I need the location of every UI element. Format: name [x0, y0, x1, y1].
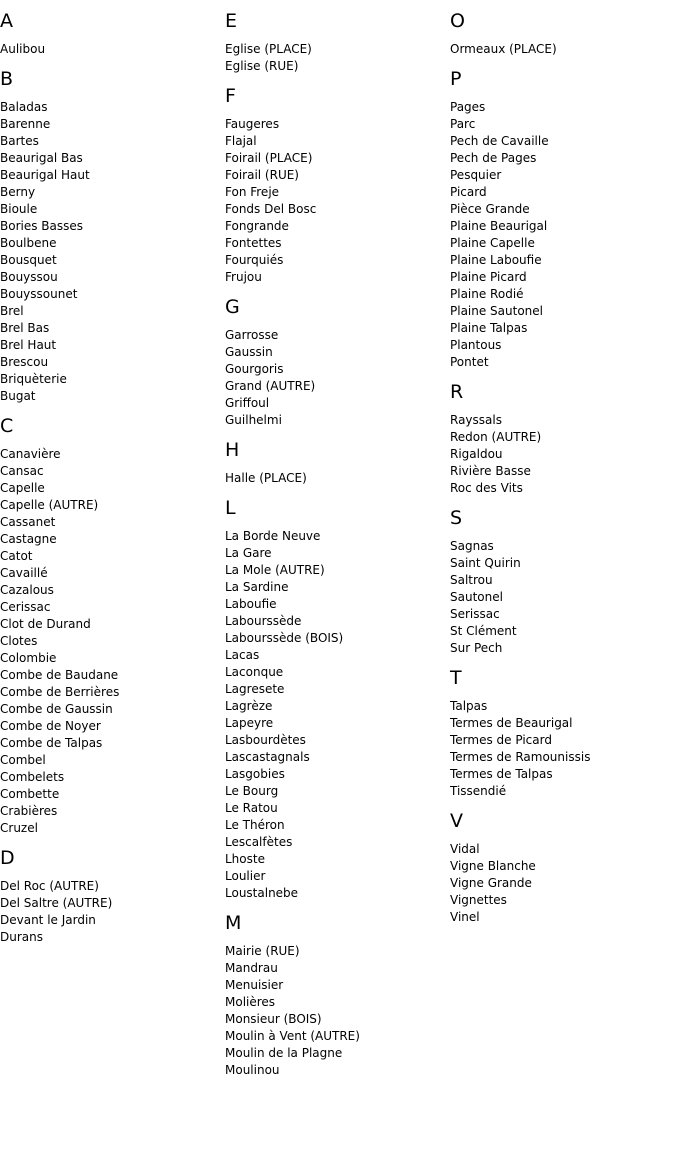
street-name: Rigaldou — [450, 447, 503, 461]
street-name: Pech de Pages — [450, 151, 537, 165]
street-name: Plaine Rodié — [450, 287, 524, 301]
street-name: Eglise (PLACE) — [225, 42, 312, 56]
street-list — [450, 412, 670, 497]
street-name: Lhoste — [225, 852, 265, 866]
street-name: Moulin de la Plagne — [225, 1046, 343, 1060]
street-name: Devant le Jardin — [0, 913, 96, 927]
street-name: Bouyssounet — [0, 287, 78, 301]
street-list — [0, 41, 220, 58]
street-name: Fonds Del Bosc — [225, 202, 317, 216]
street-name: Fon Freje — [225, 185, 280, 199]
street-name: Picard — [450, 185, 487, 199]
letter-heading: S — [450, 507, 463, 529]
street-name: Combe de Talpas — [0, 736, 103, 750]
street-name: Berny — [0, 185, 36, 199]
street-name: Barenne — [0, 117, 51, 131]
street-name: Combe de Noyer — [0, 719, 101, 733]
street-name: Catot — [0, 549, 33, 563]
street-name: Castagne — [0, 532, 57, 546]
street-name: La Mole (AUTRE) — [225, 563, 325, 577]
street-name: Fontettes — [225, 236, 282, 250]
street-name: Combette — [0, 787, 60, 801]
street-name: Lescalfètes — [225, 835, 293, 849]
street-name: Lasbourdètes — [225, 733, 306, 747]
street-name: Gaussin — [225, 345, 273, 359]
street-name: Combe de Baudane — [0, 668, 119, 682]
letter-heading: O — [450, 10, 465, 32]
letter-heading: F — [225, 85, 236, 107]
street-name: Termes de Ramounissis — [450, 750, 591, 764]
street-name: Combelets — [0, 770, 65, 784]
street-name: Lasgobies — [225, 767, 285, 781]
street-list — [450, 99, 670, 371]
letter-group — [0, 415, 220, 837]
street-name: Pièce Grande — [450, 202, 530, 216]
index-column-2 — [225, 0, 445, 1079]
street-name: Garrosse — [225, 328, 279, 342]
street-name: Plaine Talpas — [450, 321, 528, 335]
street-name: Redon (AUTRE) — [450, 430, 542, 444]
street-name: Bouyssou — [0, 270, 58, 284]
street-name: Molières — [225, 995, 276, 1009]
street-name: Capelle — [0, 481, 45, 495]
street-name: Eglise (RUE) — [225, 59, 299, 73]
street-list — [225, 528, 445, 902]
street-list — [225, 116, 445, 286]
street-name: Boulbene — [0, 236, 57, 250]
street-name: Loustalnebe — [225, 886, 299, 900]
street-name: Le Bourg — [225, 784, 279, 798]
street-name: Durans — [0, 930, 43, 944]
street-name: Foirail (RUE) — [225, 168, 299, 182]
street-name: Bousquet — [0, 253, 57, 267]
street-name: Capelle (AUTRE) — [0, 498, 99, 512]
street-list — [225, 327, 445, 429]
street-name: Termes de Beaurigal — [450, 716, 573, 730]
street-name: Cansac — [0, 464, 44, 478]
letter-group — [225, 912, 445, 1079]
street-name: Grand (AUTRE) — [225, 379, 316, 393]
street-name: Plaine Picard — [450, 270, 527, 284]
letter-heading: P — [450, 68, 462, 90]
street-list — [450, 41, 670, 58]
letter-heading: B — [0, 68, 14, 90]
street-name: Ormeaux (PLACE) — [450, 42, 557, 56]
street-name: Plaine Beaurigal — [450, 219, 548, 233]
street-name: Moulinou — [225, 1063, 280, 1077]
street-name: La Sardine — [225, 580, 289, 594]
street-list — [450, 841, 670, 926]
street-name: Tissendié — [450, 784, 507, 798]
letter-group — [225, 296, 445, 429]
street-name: Combe de Berrières — [0, 685, 120, 699]
street-name: Monsieur (BOIS) — [225, 1012, 322, 1026]
street-name: Labourssède — [225, 614, 302, 628]
street-name: Foirail (PLACE) — [225, 151, 313, 165]
street-name: Bartes — [0, 134, 39, 148]
street-name: Gourgoris — [225, 362, 284, 376]
street-name: Beaurigal Bas — [0, 151, 83, 165]
street-name: Bioule — [0, 202, 38, 216]
street-name: Clotes — [0, 634, 38, 648]
letter-group — [450, 381, 670, 497]
letter-heading: T — [450, 667, 462, 689]
street-name: Griffoul — [225, 396, 270, 410]
street-name: Le Ratou — [225, 801, 278, 815]
street-name: Rivière Basse — [450, 464, 531, 478]
street-name: Vinel — [450, 910, 480, 924]
letter-group — [225, 10, 445, 75]
street-name: Parc — [450, 117, 476, 131]
street-name: Plaine Sautonel — [450, 304, 544, 318]
street-name: Brescou — [0, 355, 49, 369]
street-name: Talpas — [450, 699, 488, 713]
street-name: Beaurigal Haut — [0, 168, 90, 182]
street-name: Cassanet — [0, 515, 56, 529]
street-name: Laconque — [225, 665, 284, 679]
street-name: La Borde Neuve — [225, 529, 321, 543]
street-name: Combel — [0, 753, 46, 767]
letter-heading: R — [450, 381, 464, 403]
street-name: Saint Quirin — [450, 556, 521, 570]
letter-heading: C — [0, 415, 14, 437]
street-name: Pages — [450, 100, 486, 114]
street-name: Briquèterie — [0, 372, 67, 386]
street-name: Halle (PLACE) — [225, 471, 307, 485]
street-name: Roc des Vits — [450, 481, 523, 495]
street-name: Brel Haut — [0, 338, 57, 352]
street-name: Plantous — [450, 338, 502, 352]
letter-heading: H — [225, 439, 240, 461]
street-name: Lagrèze — [225, 699, 273, 713]
street-name: Termes de Picard — [450, 733, 552, 747]
street-name: Vidal — [450, 842, 480, 856]
letter-heading: D — [0, 847, 15, 869]
street-name: Pesquier — [450, 168, 502, 182]
street-list — [450, 698, 670, 800]
street-name: Vigne Grande — [450, 876, 532, 890]
street-name: Plaine Laboufie — [450, 253, 542, 267]
letter-heading: M — [225, 912, 242, 934]
street-name: Frujou — [225, 270, 262, 284]
street-name: Vignettes — [450, 893, 507, 907]
street-name: Sautonel — [450, 590, 503, 604]
street-name: Lacas — [225, 648, 260, 662]
street-name: St Clément — [450, 624, 517, 638]
street-name: Plaine Capelle — [450, 236, 535, 250]
street-list — [0, 446, 220, 837]
street-name: Clot de Durand — [0, 617, 91, 631]
street-name: Crabières — [0, 804, 58, 818]
street-name: Colombie — [0, 651, 57, 665]
street-name: Cerissac — [0, 600, 51, 614]
street-name: La Gare — [225, 546, 272, 560]
street-name: Serissac — [450, 607, 500, 621]
street-name: Pontet — [450, 355, 489, 369]
street-list — [0, 878, 220, 946]
street-name: Mairie (RUE) — [225, 944, 300, 958]
street-list — [450, 538, 670, 657]
letter-heading: L — [225, 497, 236, 519]
street-name: Sur Pech — [450, 641, 503, 655]
street-name: Saltrou — [450, 573, 493, 587]
street-name: Laboufie — [225, 597, 277, 611]
street-name: Combe de Gaussin — [0, 702, 113, 716]
street-name: Guilhelmi — [225, 413, 282, 427]
street-list — [225, 943, 445, 1079]
letter-group — [225, 439, 445, 487]
street-name: Loulier — [225, 869, 266, 883]
street-name: Aulibou — [0, 42, 46, 56]
street-name: Pech de Cavaille — [450, 134, 549, 148]
street-name: Faugeres — [225, 117, 280, 131]
street-name: Lagresete — [225, 682, 285, 696]
street-name: Bories Basses — [0, 219, 84, 233]
street-name: Canavière — [0, 447, 61, 461]
street-name: Brel — [0, 304, 24, 318]
street-name: Cruzel — [0, 821, 38, 835]
street-name: Del Saltre (AUTRE) — [0, 896, 113, 910]
letter-group — [0, 10, 220, 58]
street-name: Del Roc (AUTRE) — [0, 879, 99, 893]
letter-heading: G — [225, 296, 240, 318]
street-name: Lapeyre — [225, 716, 274, 730]
street-name: Menuisier — [225, 978, 284, 992]
index-column-3 — [450, 0, 670, 926]
street-name: Fongrande — [225, 219, 289, 233]
street-name: Cazalous — [0, 583, 54, 597]
street-name: Brel Bas — [0, 321, 50, 335]
letter-group — [450, 10, 670, 58]
street-name: Moulin à Vent (AUTRE) — [225, 1029, 360, 1043]
letter-group — [0, 68, 220, 405]
letter-group — [450, 667, 670, 800]
street-name: Le Théron — [225, 818, 285, 832]
street-name: Lascastagnals — [225, 750, 310, 764]
street-name: Termes de Talpas — [450, 767, 553, 781]
street-name: Cavaillé — [0, 566, 48, 580]
street-name: Labourssède (BOIS) — [225, 631, 344, 645]
street-name: Sagnas — [450, 539, 494, 553]
street-name: Flajal — [225, 134, 257, 148]
letter-heading: E — [225, 10, 238, 32]
index-column-1 — [0, 0, 220, 946]
street-list — [225, 470, 445, 487]
letter-heading: A — [0, 10, 13, 32]
street-name: Baladas — [0, 100, 48, 114]
street-list — [0, 99, 220, 405]
street-name: Mandrau — [225, 961, 278, 975]
street-name: Rayssals — [450, 413, 502, 427]
letter-group — [450, 68, 670, 371]
letter-group — [225, 85, 445, 286]
street-name: Bugat — [0, 389, 36, 403]
letter-group — [225, 497, 445, 902]
street-list — [225, 41, 445, 75]
letter-group — [450, 507, 670, 657]
street-name: Vigne Blanche — [450, 859, 536, 873]
street-name: Fourquiés — [225, 253, 284, 267]
letter-heading: V — [450, 810, 463, 832]
letter-group — [0, 847, 220, 946]
letter-group — [450, 810, 670, 926]
